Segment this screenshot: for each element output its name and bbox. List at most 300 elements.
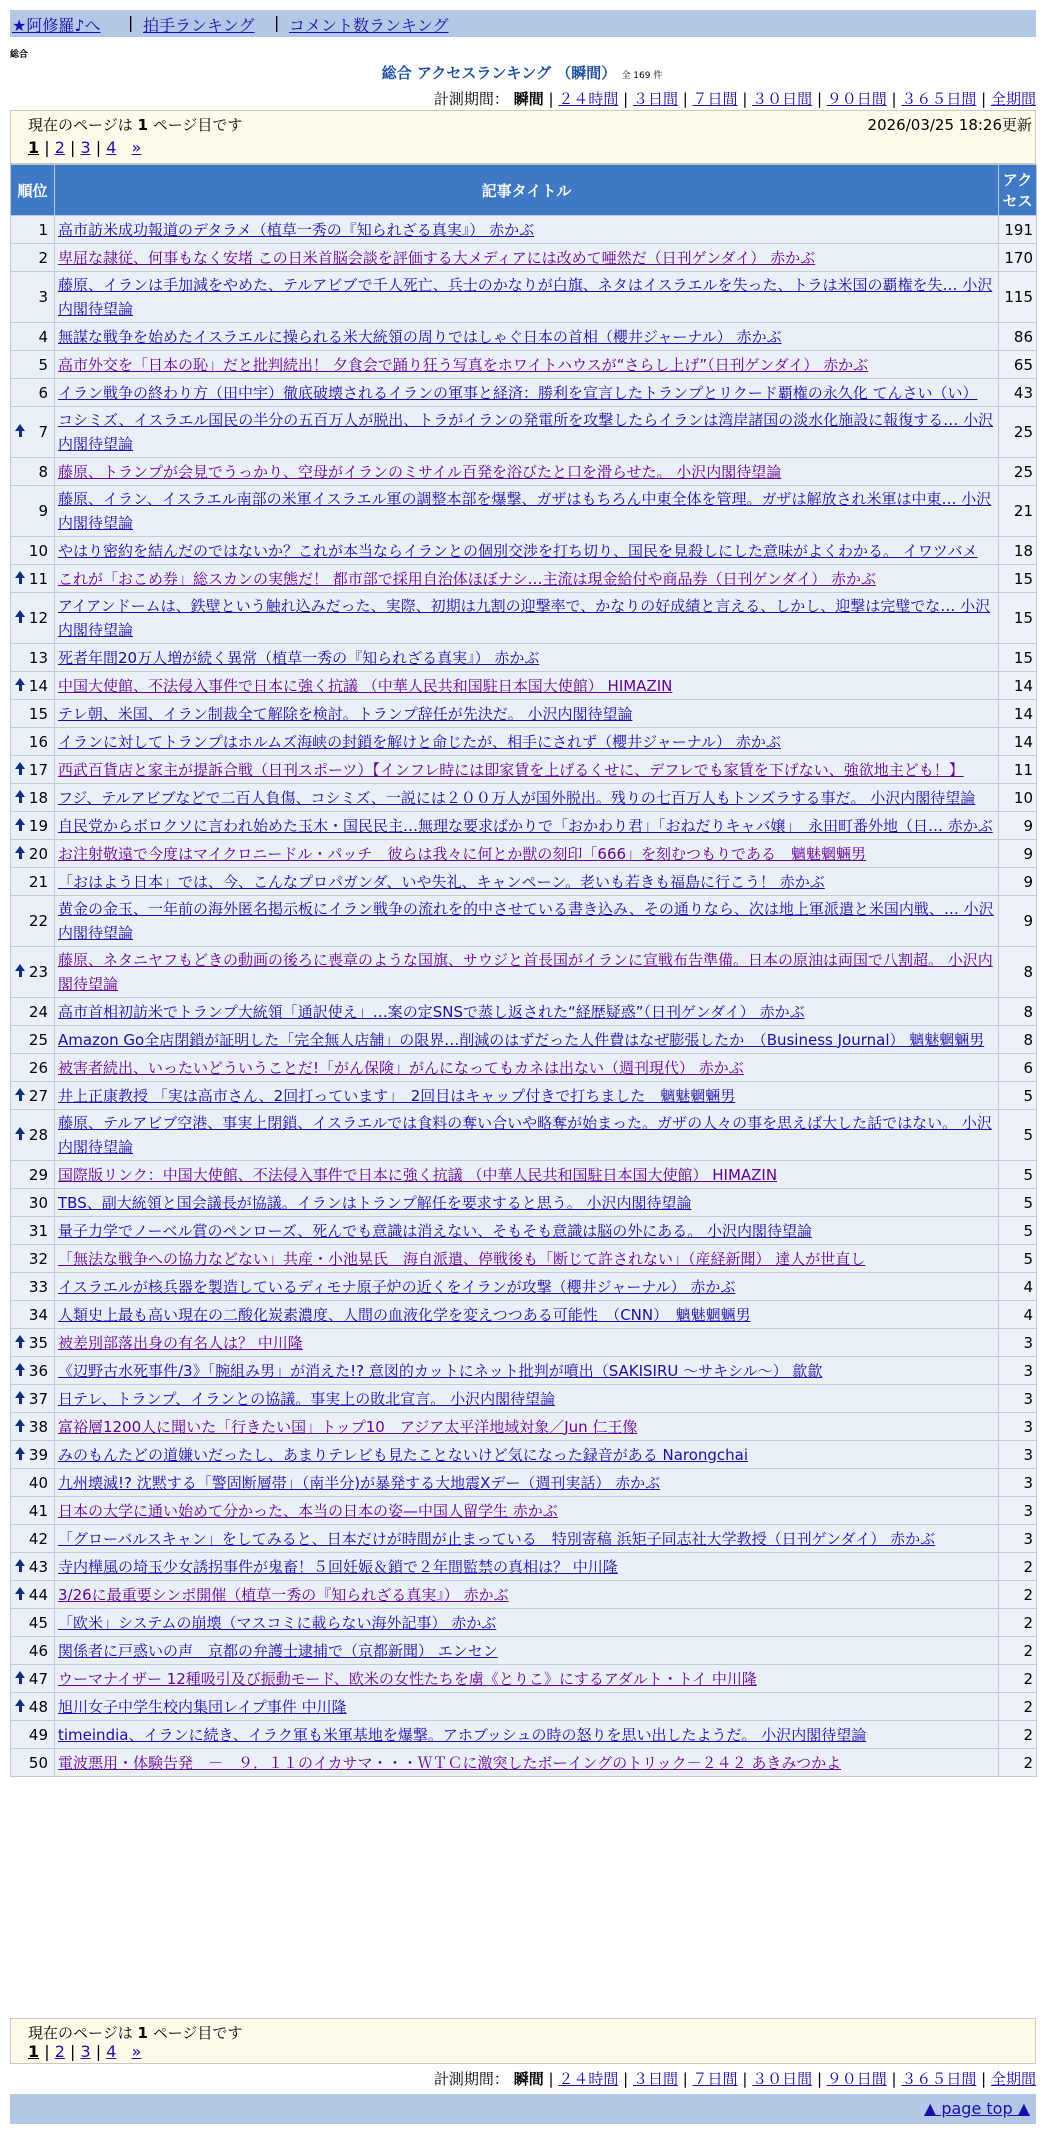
rank-number: 41 [28, 1501, 48, 1520]
rank-number: 2 [38, 248, 48, 267]
title-cell [55, 272, 999, 323]
period-3d[interactable]: ３日間 [632, 90, 678, 108]
access-count: 3 [999, 1385, 1037, 1413]
access-count: 2 [999, 1581, 1037, 1609]
page-link-2[interactable]: 2 [54, 138, 65, 157]
page-link-3[interactable]: 3 [80, 138, 91, 157]
page-link-4[interactable]: 4 [106, 138, 117, 157]
article-link[interactable]: イランに対してトランプはホルムズ海峡の封鎖を解けと命じたが、相手にされず（櫻井ジャーナル） 赤かぶ [58, 732, 781, 751]
rank-number: 13 [28, 648, 48, 667]
rank-cell [11, 1385, 55, 1413]
article-link[interactable]: 「おはよう日本」では、今、こんなプロパガンダ、いや失礼、キャンペーン。老いも若きも福島に行こう！ 赤かぶ [58, 872, 825, 891]
rank-up-arrow-icon [15, 1088, 25, 1095]
rank-cell [11, 565, 55, 593]
period-all[interactable]: 全期間 [990, 90, 1036, 108]
article-link[interactable]: 「グローバルスキャン」をしてみると、日本だけが時間が止まっている 特別寄稿 浜矩子同志社大学教授（日刊ゲンダイ） 赤かぶ [58, 1529, 936, 1548]
rank-up-arrow-icon [15, 1671, 25, 1678]
title-cell [55, 379, 999, 407]
table-row [11, 784, 1037, 812]
rank-number: 28 [28, 1126, 48, 1144]
article-link[interactable]: 「欧米」システムの崩壊（マスコミに載らない海外記事） 赤かぶ [58, 1613, 497, 1632]
access-count: 5 [999, 1245, 1037, 1273]
rank-number: 39 [28, 1445, 48, 1464]
access-count: 2 [999, 1693, 1037, 1721]
table-row [11, 1413, 1037, 1441]
rank-cell [11, 1525, 55, 1553]
title-cell [55, 1189, 999, 1217]
access-count: 5 [999, 1110, 1037, 1161]
title-cell [55, 1026, 999, 1054]
table-row [11, 1441, 1037, 1469]
title-cell [55, 728, 999, 756]
period-24h[interactable]: ２４時間 [558, 90, 619, 108]
period-selector-bottom: 計測期間： 瞬間 | ２４時間 | ３日間 | ７日間 | ３０日間 | ９０日間 | ３６５日間 | 全期間 [433, 2070, 1036, 2088]
rank-cell [11, 1329, 55, 1357]
rank-up-arrow-icon [15, 1699, 25, 1706]
title-cell [55, 1497, 999, 1525]
article-link[interactable]: 高市訪米成功報道のデタラメ（植草一秀の『知られざる真実』） 赤かぶ [58, 220, 535, 239]
article-link[interactable]: 関係者に戸惑いの声 京都の弁護士逮捕で（京都新聞） エンセン [58, 1641, 498, 1660]
access-count: 15 [999, 644, 1037, 672]
access-count: 2 [999, 1637, 1037, 1665]
article-link[interactable]: 国際版リンク：中国大使館、不法侵入事件で日本に強く抗議 （中華人民共和国駐日本国大使館） HIMAZIN [58, 1165, 778, 1184]
access-count: 11 [999, 756, 1037, 784]
rank-cell [11, 216, 55, 244]
period-365d[interactable]: ３６５日間 [901, 90, 977, 108]
article-link[interactable]: 富裕層1200人に聞いた「行きたい国」トップ10 アジア太平洋地域対象／Jun 仁王像 [58, 1417, 638, 1436]
rank-up-arrow-icon [15, 610, 25, 617]
table-row [11, 593, 1037, 644]
rank-cell [11, 868, 55, 896]
article-link[interactable]: 被差別部落出身の有名人は？ 中川隆 [58, 1333, 303, 1352]
rank-number: 4 [38, 327, 48, 346]
rank-number: 21 [28, 872, 48, 891]
current-page: 1 [28, 138, 40, 157]
rank-number: 3 [38, 288, 48, 306]
article-link[interactable]: 高市首相初訪米でトランプ大統領「通訳使え」…案の定SNSで蒸し返された“経歴疑惑”（日刊ゲンダイ） 赤かぶ [58, 1002, 805, 1021]
article-link[interactable]: 量子力学でノーベル賞のペンローズ、死んでも意識は消えない、そもそも意識は脳の外にある。 小沢内閣待望論 [58, 1221, 813, 1240]
rank-cell [11, 1161, 55, 1189]
rank-cell [11, 644, 55, 672]
nav-separator: | [274, 13, 280, 32]
rank-cell [11, 1054, 55, 1082]
rank-number: 15 [28, 704, 48, 723]
article-link[interactable]: フジ、テルアビブなどで二百人負傷、コシミズ、一説には２００万人が国外脱出。残りの七百万人もトンズラする事だ。 小沢内閣待望論 [58, 788, 976, 807]
rank-number: 8 [38, 462, 48, 481]
rank-number: 22 [28, 912, 48, 930]
title-cell [55, 1441, 999, 1469]
table-row [11, 486, 1037, 537]
article-link[interactable]: 死者年間20万人増が続く異常（植草一秀の『知られざる真実』） 赤かぶ [58, 648, 540, 667]
current-page: 1 [28, 2042, 40, 2061]
rank-cell [11, 1665, 55, 1693]
title-cell [55, 216, 999, 244]
rank-number: 16 [28, 732, 48, 751]
period-7d[interactable]: ７日間 [692, 90, 738, 108]
access-count: 25 [999, 458, 1037, 486]
rank-up-arrow-icon [15, 1391, 25, 1398]
table-row [11, 1665, 1037, 1693]
rank-up-arrow-icon [15, 1419, 25, 1426]
rank-up-arrow-icon [15, 964, 25, 971]
table-row [11, 537, 1037, 565]
access-count: 2 [999, 1553, 1037, 1581]
table-row [11, 1273, 1037, 1301]
access-count: 115 [999, 272, 1037, 323]
updated-timestamp: 2026/03/25 18:26更新 [867, 116, 1032, 134]
access-count: 6 [999, 1054, 1037, 1082]
article-link[interactable]: Amazon Go全店閉鎖が証明した「完全無人店舗」の限界…削減のはずだった人件費はなぜ膨張したか （Business Journal） 魑魅魍魎男 [58, 1030, 985, 1049]
access-count: 5 [999, 1189, 1037, 1217]
article-link[interactable]: 藤原、テルアビブ空港、事実上閉鎖、イスラエルでは食料の奪い合いや略奪が始まった。ガザの人々の事を思えば大した話ではない。 小沢内閣待望論 [58, 1114, 992, 1156]
title-cell [55, 1413, 999, 1441]
table-row [11, 1026, 1037, 1054]
rank-cell [11, 1553, 55, 1581]
access-count: 4 [999, 1273, 1037, 1301]
rank-number: 33 [28, 1277, 48, 1296]
article-link[interactable]: 自民党からボロクソに言われ始めた玉木・国民民主…無理な要求ばかりで「おかわり君」「おねだりキャバ嬢」 永田町番外地（日… 赤かぶ [58, 816, 993, 835]
article-link[interactable]: イラン戦争の終わり方（田中宇）徹底破壊されるイランの軍事と経済：勝利を宣言したトランプとリクード覇権の永久化 てんさい（い） [58, 383, 978, 402]
rank-number: 20 [28, 844, 48, 863]
article-link[interactable]: 日テレ、トランプ、イランとの協議。事実上の敗北宣言。 小沢内閣待望論 [58, 1389, 556, 1408]
header-access: アクセス [999, 165, 1037, 216]
rank-up-arrow-icon [15, 1127, 25, 1134]
access-count: 3 [999, 1469, 1037, 1497]
rank-number: 18 [28, 788, 48, 807]
access-count: 2 [999, 1609, 1037, 1637]
access-count: 170 [999, 244, 1037, 272]
table-row [11, 1329, 1037, 1357]
article-link[interactable]: アイアンドームは、鉄壁という触れ込みだった、実際、初期は九割の迎撃率で、かなりの好成績と言える、しかし、迎撃は完璧でな… 小沢内閣待望論 [58, 597, 991, 639]
period-7d[interactable]: ７日間 [692, 2070, 738, 2088]
next-page-link[interactable]: » [131, 138, 142, 157]
rank-up-arrow-icon [15, 818, 25, 825]
title-cell [55, 756, 999, 784]
title-cell [55, 1161, 999, 1189]
table-row [11, 1082, 1037, 1110]
rank-cell [11, 840, 55, 868]
table-row [11, 323, 1037, 351]
next-page-link[interactable]: » [131, 2042, 142, 2061]
table-row [11, 1721, 1037, 1749]
article-link[interactable]: 日本の大学に通い始めて分かった、本当の日本の姿—中国人留学生 赤かぶ [58, 1501, 558, 1520]
rank-number: 6 [38, 383, 48, 402]
rank-cell [11, 272, 55, 323]
rank-number: 48 [28, 1697, 48, 1716]
article-link[interactable]: コシミズ、イスラエル国民の半分の五百万人が脱出、トラがイランの発電所を攻撃したらイランは湾岸諸国の淡水化施設に報復する… 小沢内閣待望論 [58, 411, 994, 453]
access-count: 3 [999, 1413, 1037, 1441]
article-link[interactable]: 西武百貨店と家主が提訴合戦（日刊スポーツ）【インフレ時には即家賃を上げるくせに、デフレでも家賃を下げない、強欲地主ども！】 [58, 760, 964, 779]
title-cell [55, 1110, 999, 1161]
rank-cell [11, 812, 55, 840]
article-link[interactable]: 《辺野古水死事件/3》「腕組み男」が消えた!? 意図的カットにネット批判が噴出（SAKISIRU ～サキシル～） 歙歙 [58, 1361, 823, 1380]
page-title: 総合 アクセスランキング （瞬間） 全 169 件 [381, 64, 663, 82]
rank-number: 10 [28, 541, 48, 560]
rank-cell [11, 458, 55, 486]
title-cell [55, 486, 999, 537]
table-row [11, 840, 1037, 868]
comment-ranking-link[interactable]: コメント数ランキング [289, 16, 449, 35]
section-tag: 総合 [10, 50, 29, 60]
article-link[interactable]: 人類史上最も高い現在の二酸化炭素濃度、人間の血液化学を変えつつある可能性 （CNN） 魑魅魍魎男 [58, 1305, 751, 1324]
title-cell [55, 1525, 999, 1553]
page-info-top: 現在のページは 1 ページ目です 2026/03/25 18:26更新 1 | 2 | 3 | 4 » [10, 110, 1036, 164]
title-cell [55, 351, 999, 379]
rank-cell [11, 672, 55, 700]
title-cell [55, 672, 999, 700]
rank-number: 45 [28, 1613, 48, 1632]
table-row [11, 1054, 1037, 1082]
rank-number: 11 [28, 569, 48, 588]
rank-cell [11, 486, 55, 537]
rank-cell [11, 1693, 55, 1721]
page-link-2[interactable]: 2 [54, 2042, 65, 2061]
rank-number: 32 [28, 1249, 48, 1268]
table-row [11, 1609, 1037, 1637]
table-row [11, 272, 1037, 323]
rank-number: 44 [28, 1585, 48, 1604]
article-link[interactable]: テレ朝、米国、イラン制裁全て解除を検討。トランプ辞任が先決だ。 小沢内閣待望論 [58, 704, 633, 723]
access-count: 14 [999, 728, 1037, 756]
table-row [11, 1637, 1037, 1665]
rank-number: 38 [28, 1417, 48, 1436]
table-row [11, 1110, 1037, 1161]
table-row [11, 896, 1037, 947]
table-row [11, 998, 1037, 1026]
rank-number: 7 [38, 423, 48, 441]
title-cell [55, 644, 999, 672]
rank-cell [11, 379, 55, 407]
article-link[interactable]: 寺内樺風の埼玉少女誘拐事件が鬼畜！５回妊娠＆鎖で２年間監禁の真相は？ 中川隆 [58, 1557, 618, 1576]
access-count: 5 [999, 1161, 1037, 1189]
rank-cell [11, 998, 55, 1026]
rank-cell [11, 1637, 55, 1665]
table-row [11, 947, 1037, 998]
title-cell [55, 1217, 999, 1245]
access-count: 15 [999, 565, 1037, 593]
rank-cell [11, 1245, 55, 1273]
rank-number: 47 [28, 1669, 48, 1688]
article-link[interactable]: 被害者続出、いったいどういうことだ!「がん保険」がんになってもカネは出ない（週刊現代） 赤かぶ [58, 1058, 744, 1077]
table-row [11, 351, 1037, 379]
table-row [11, 868, 1037, 896]
article-link[interactable]: 藤原、イラン、イスラエル南部の米軍イスラエル軍の調整本部を爆撃、ガザはもちろん中東全体を管理。ガザは解放され米軍は中東… 小沢内閣待望論 [58, 490, 992, 532]
ranking-table [10, 164, 1037, 1777]
access-count: 14 [999, 700, 1037, 728]
rank-number: 12 [28, 609, 48, 627]
rank-number: 43 [28, 1557, 48, 1576]
rank-number: 1 [38, 220, 48, 239]
article-link[interactable]: やはり密約を結んだのではないか？これが本当ならイランとの個別交渉を打ち切り、国民を見殺しにした意味がよくわかる。 イワツバメ [58, 541, 978, 560]
article-link[interactable]: 「無法な戦争への協力などない」共産・小池晃氏 海自派遣、停戦後も「断じて許されない」（産経新聞） 達人が世直し [58, 1249, 866, 1268]
rank-up-arrow-icon [15, 846, 25, 853]
rank-cell [11, 947, 55, 998]
title-cell [55, 784, 999, 812]
title-cell [55, 1665, 999, 1693]
title-cell [55, 458, 999, 486]
period-90d[interactable]: ９０日間 [826, 2070, 887, 2088]
title-cell [55, 1385, 999, 1413]
article-link[interactable]: TBS、副大統領と国会議長が協議。イランはトランプ解任を要求すると思う。 小沢内閣待望論 [58, 1193, 692, 1212]
period-all[interactable]: 全期間 [990, 2070, 1036, 2088]
table-row [11, 216, 1037, 244]
bottom-bar [10, 2094, 1036, 2124]
rank-number: 37 [28, 1389, 48, 1408]
period-30d[interactable]: ３０日間 [752, 90, 813, 108]
rank-cell [11, 784, 55, 812]
article-link[interactable]: 井上正康教授 「実は高市さん、2回打っています」 2回目はキャップ付きで打ちました 魑魅魍魎男 [58, 1086, 736, 1105]
table-row [11, 1161, 1037, 1189]
access-count: 65 [999, 351, 1037, 379]
rank-cell [11, 407, 55, 458]
period-365d[interactable]: ３６５日間 [901, 2070, 977, 2088]
title-cell [55, 1245, 999, 1273]
article-link[interactable]: これが「おこめ券」総スカンの実態だ！ 都市部で採用自治体ほぼナシ…主流は現金給付や商品券（日刊ゲンダイ） 赤かぶ [58, 569, 877, 588]
table-row [11, 728, 1037, 756]
article-link[interactable]: イスラエルが核兵器を製造しているディモナ原子炉の近くをイランが攻撃（櫻井ジャーナル） 赤かぶ [58, 1277, 736, 1296]
article-link[interactable]: 藤原、ネタニヤフもどきの動画の後ろに喪章のような国旗、サウジと首長国がイランに宣戦布告準備。日本の原油は両国で八割超。 小沢内閣待望論 [58, 951, 993, 993]
table-row [11, 1357, 1037, 1385]
rank-number: 27 [28, 1086, 48, 1105]
table-row [11, 756, 1037, 784]
table-header-row [11, 165, 1037, 216]
ranking-body [11, 216, 1037, 1777]
rank-up-arrow-icon [15, 1587, 25, 1594]
table-row [11, 1693, 1037, 1721]
page-top-link[interactable]: ▲ page top ▲ [923, 2099, 1030, 2118]
access-count: 9 [999, 896, 1037, 947]
access-count: 5 [999, 1217, 1037, 1245]
rank-number: 35 [28, 1333, 48, 1352]
article-link[interactable]: 電波悪用・体験告発 － ９．１１のイカサマ・・・ＷＴＣに激突したボーイングのトリック－２４２ あきみつかよ [58, 1753, 842, 1772]
rank-up-arrow-icon [15, 571, 25, 578]
title-cell [55, 1301, 999, 1329]
rank-number: 29 [28, 1165, 48, 1184]
rank-cell [11, 537, 55, 565]
title-cell [55, 700, 999, 728]
table-row [11, 1749, 1037, 1777]
period-90d[interactable]: ９０日間 [826, 90, 887, 108]
article-link[interactable]: 3/26に最重要シンポ開催（植草一秀の『知られざる真実』） 赤かぶ [58, 1585, 509, 1604]
title-cell [55, 565, 999, 593]
access-count: 14 [999, 672, 1037, 700]
rank-number: 46 [28, 1641, 48, 1660]
top-nav-bar [10, 10, 1036, 37]
article-link[interactable]: 卑屈な隷従、何事もなく安堵 この日米首脳会談を評価する大メディアには改めて唖然だ（日刊ゲンダイ） 赤かぶ [58, 248, 816, 267]
rank-up-arrow-icon [15, 424, 25, 431]
article-link[interactable]: 旭川女子中学生校内集団レイプ事件 中川隆 [58, 1697, 347, 1716]
total-count: 全 169 件 [621, 71, 663, 81]
access-count: 2 [999, 1665, 1037, 1693]
article-link[interactable]: 九州壊滅!? 沈黙する「警固断層帯」（南半分)が暴発する大地震Xデー（週刊実話） 赤かぶ [58, 1473, 661, 1492]
article-link[interactable]: 高市外交を「日本の恥」だと批判続出！ 夕食会で踊り狂う写真をホワイトハウスが“さらし上げ”（日刊ゲンダイ） 赤かぶ [58, 355, 869, 374]
rank-cell [11, 896, 55, 947]
rank-cell [11, 728, 55, 756]
access-count: 25 [999, 407, 1037, 458]
access-count: 5 [999, 1082, 1037, 1110]
table-row [11, 1469, 1037, 1497]
clap-ranking-link[interactable]: 拍手ランキング [143, 16, 255, 35]
rank-cell [11, 1301, 55, 1329]
table-row [11, 407, 1037, 458]
access-count: 2 [999, 1749, 1037, 1777]
header-title: 記事タイトル [55, 165, 999, 216]
rank-number: 42 [28, 1529, 48, 1548]
title-cell [55, 1609, 999, 1637]
rank-up-arrow-icon [15, 1335, 25, 1342]
rank-cell [11, 1026, 55, 1054]
access-count: 191 [999, 216, 1037, 244]
home-link[interactable]: ★阿修羅♪へ [12, 16, 101, 35]
rank-cell [11, 351, 55, 379]
article-link[interactable]: timeindia、イランに続き、イラク軍も米軍基地を爆撃。アホブッシュの時の怒りを思い出したようだ。 小沢内閣待望論 [58, 1725, 867, 1744]
title-cell [55, 323, 999, 351]
article-link[interactable]: ウーマナイザー 12種吸引及び振動モード、欧米の女性たちを虜《とりこ》にするアダルト・トイ 中川隆 [58, 1669, 757, 1688]
rank-up-arrow-icon [15, 678, 25, 685]
article-link[interactable]: お注射敬遠で今度はマイクロニードル・パッチ 彼らは我々に何とか獣の刻印「666」を刻むつもりである 魑魅魍魎男 [58, 844, 867, 863]
article-link[interactable]: 藤原、トランプが会見でうっかり、空母がイランのミサイル百発を浴びたと口を滑らせた。 小沢内閣待望論 [58, 462, 782, 481]
title-cell [55, 1749, 999, 1777]
article-link[interactable]: みのもんたどの道嫌いだったし、あまりテレビも見たことないけど気になった録音がある Narongchai [58, 1445, 749, 1464]
table-row [11, 700, 1037, 728]
period-30d[interactable]: ３０日間 [752, 2070, 813, 2088]
rank-number: 14 [28, 676, 48, 695]
pagination-top: 1 | 2 | 3 | 4 » [28, 138, 142, 157]
rank-up-arrow-icon [15, 1559, 25, 1566]
table-row [11, 1385, 1037, 1413]
access-count: 8 [999, 947, 1037, 998]
period-3d[interactable]: ３日間 [632, 2070, 678, 2088]
rank-number: 24 [28, 1002, 48, 1021]
article-link[interactable]: 中国大使館、不法侵入事件で日本に強く抗議 （中華人民共和国駐日本国大使館） HIMAZIN [58, 676, 673, 695]
rank-number: 50 [28, 1753, 48, 1772]
table-row [11, 1301, 1037, 1329]
rank-number: 30 [28, 1193, 48, 1212]
title-cell [55, 1082, 999, 1110]
rank-up-arrow-icon [15, 1447, 25, 1454]
title-cell [55, 812, 999, 840]
page-link-4[interactable]: 4 [106, 2042, 117, 2061]
access-count: 10 [999, 784, 1037, 812]
access-count: 9 [999, 868, 1037, 896]
rank-number: 34 [28, 1305, 48, 1324]
period-24h[interactable]: ２４時間 [558, 2070, 619, 2088]
article-link[interactable]: 藤原、イランは手加減をやめた、テルアビブで千人死亡、兵士のかなりが白旗、ネタはイスラエルを失った、トラは米国の覇権を失… 小沢内閣待望論 [58, 276, 993, 318]
rank-number: 9 [38, 502, 48, 520]
page-link-3[interactable]: 3 [80, 2042, 91, 2061]
table-row [11, 1497, 1037, 1525]
title-cell [55, 1357, 999, 1385]
rank-cell [11, 593, 55, 644]
title-cell [55, 593, 999, 644]
period-current: 瞬間 [513, 2070, 544, 2088]
table-row [11, 458, 1037, 486]
access-count: 9 [999, 812, 1037, 840]
access-count: 21 [999, 486, 1037, 537]
table-row [11, 1553, 1037, 1581]
rank-cell [11, 1497, 55, 1525]
rank-cell [11, 1357, 55, 1385]
access-count: 3 [999, 1441, 1037, 1469]
article-link[interactable]: 黄金の金玉、一年前の海外匿名掲示板にイラン戦争の流れを的中させている書き込み、その通りなら、次は地上軍派遣と米国内戦、… 小沢内閣待望論 [58, 900, 994, 942]
rank-cell [11, 1469, 55, 1497]
rank-number: 31 [28, 1221, 48, 1240]
access-count: 2 [999, 1721, 1037, 1749]
article-link[interactable]: 無謀な戦争を始めたイスラエルに操られる米大統領の周りではしゃぐ日本の首相（櫻井ジャーナル） 赤かぶ [58, 327, 782, 346]
table-row [11, 379, 1037, 407]
title-cell [55, 1273, 999, 1301]
rank-up-arrow-icon [15, 762, 25, 769]
